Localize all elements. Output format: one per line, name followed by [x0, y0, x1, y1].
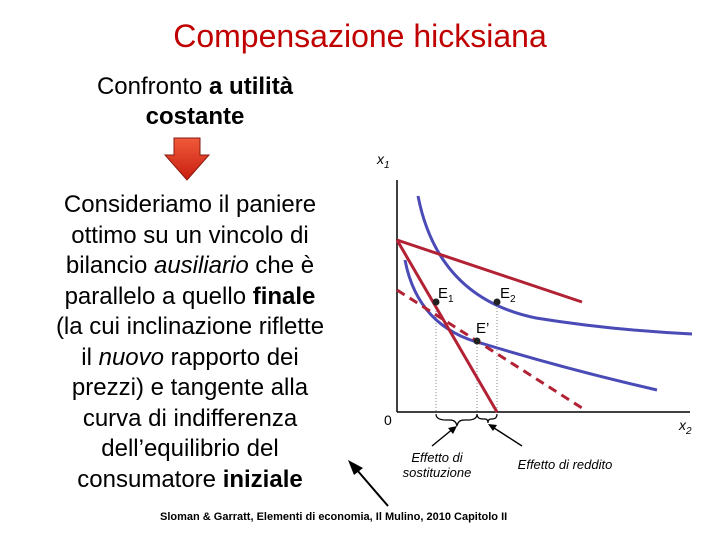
x-axis-label: $x_2$ — [679, 417, 692, 437]
income-arrow — [491, 426, 522, 446]
body-line: dell’equilibrio del — [101, 435, 279, 462]
initial-budget-line — [397, 240, 582, 302]
point-eprime — [474, 338, 481, 345]
source-footer: Sloman & Garratt, Elementi di economia, Il Mulino, 2010 Capitolo II — [160, 511, 508, 523]
income-brace — [477, 414, 497, 423]
indifference-curve-lower — [405, 260, 657, 390]
substitution-arrowhead — [448, 426, 457, 434]
income-label: Effetto di reddito — [517, 457, 613, 472]
body-line: prezzi) e tangente alla — [71, 374, 309, 401]
subtitle-plain: Confronto — [96, 73, 210, 100]
origin-label: 0 — [384, 412, 392, 428]
income-arrowhead — [488, 424, 497, 431]
body-line: Consideriamo il paniere — [63, 191, 317, 218]
subtitle-bold-1: a utilità — [209, 73, 294, 100]
body-line: (la cui inclinazione riflette — [55, 313, 325, 340]
eprime-label: E’ — [476, 320, 490, 337]
body-line: ottimo su un vincolo di — [71, 221, 309, 249]
auxiliary-budget-line — [397, 290, 582, 408]
e2-label: $E_2$ — [500, 285, 516, 305]
body-line: il nuovo rapporto dei — [81, 343, 299, 371]
footnote-arrow — [357, 470, 388, 506]
indifference-curve-upper — [418, 196, 692, 334]
body-line: parallelo a quello finale — [64, 282, 316, 310]
substitution-label-1: Effetto di — [411, 450, 463, 465]
e1-label: $E_1$ — [438, 285, 454, 305]
body-line: bilancio ausiliario che è — [65, 252, 315, 279]
slide-title: Compensazione hicksiana — [173, 18, 547, 54]
y-axis-label: $x_1$ — [377, 151, 390, 171]
substitution-label-2: sostituzione — [402, 465, 472, 480]
substitution-brace — [436, 414, 477, 426]
body-line: curva di indifferenza — [82, 404, 298, 432]
body-line: consumatore iniziale — [77, 465, 303, 493]
footnote-arrowhead — [348, 460, 363, 475]
subtitle-bold-2: costante — [145, 103, 245, 130]
